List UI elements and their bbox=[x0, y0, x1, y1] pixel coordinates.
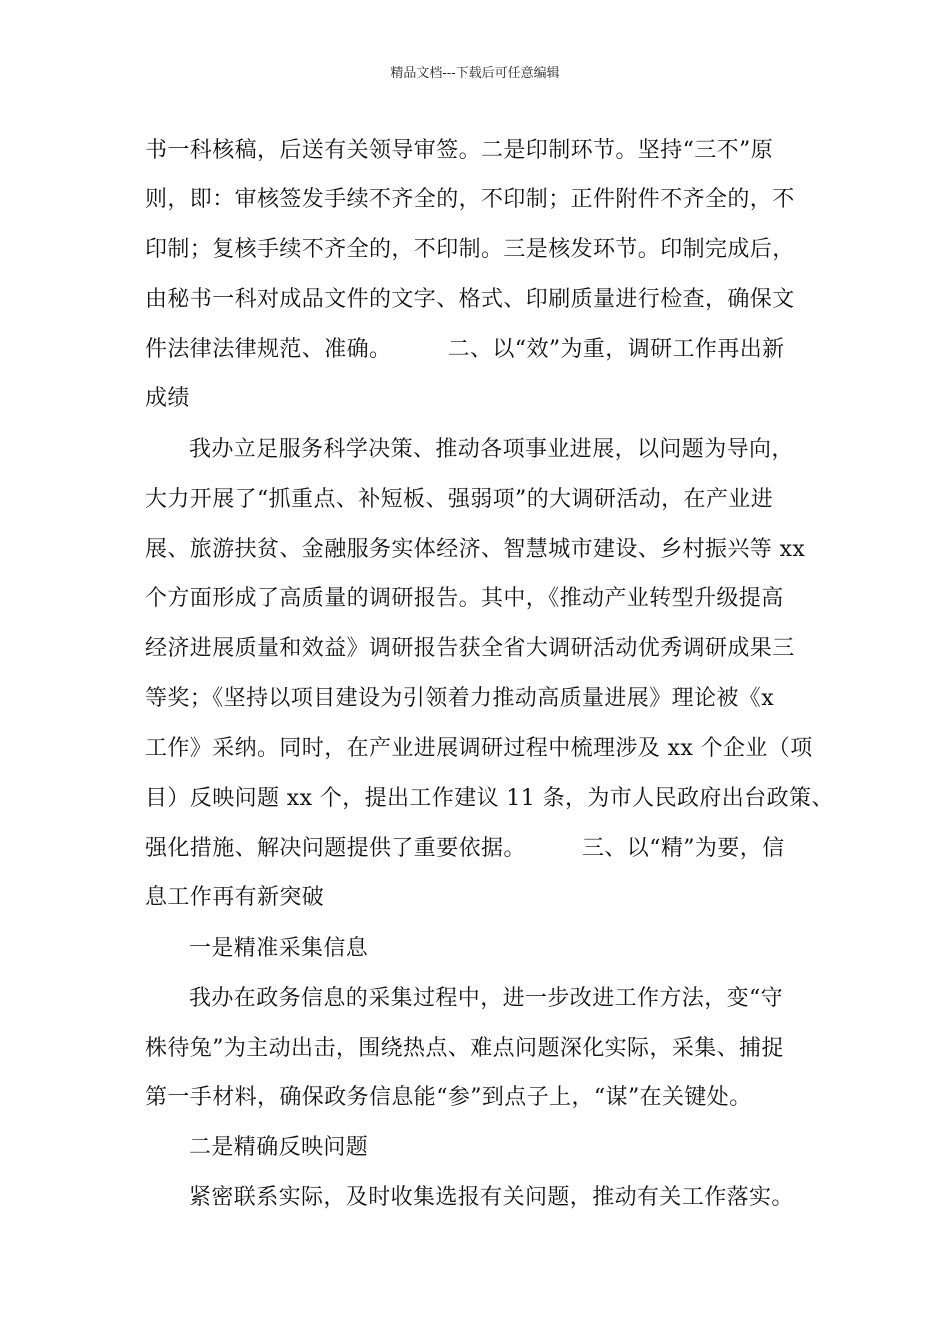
text-line: 目）反映问题 xx 个，提出工作建议 11 条，为市人民政府出台政策、 bbox=[145, 786, 834, 811]
paragraph-first-line: 我办在政务信息的采集过程中，进一步改进工作方法，变“守 bbox=[189, 986, 784, 1011]
section-subheading: 二是精确反映问题 bbox=[189, 1135, 369, 1160]
text-line: 株待兔”为主动出击，围绕热点、难点问题深化实际，采集、捕捉 bbox=[145, 1036, 784, 1061]
text-line: 等奖；《坚持以项目建设为引领着力推动高质量进展》理论被《x bbox=[145, 686, 775, 711]
text-line: 由秘书一科对成品文件的文字、格式、印刷质量进行检查，确保文 bbox=[145, 287, 795, 312]
text-line: 件法律法律规范、准确。 二、以“效”为重，调研工作再出新 bbox=[145, 337, 785, 362]
text-line: 强化措施、解决问题提供了重要依据。 三、以“精”为要，信 bbox=[145, 836, 785, 861]
text-line: 经济进展质量和效益》调研报告获全省大调研活动优秀调研成果三 bbox=[145, 636, 795, 661]
text-line: 大力开展了“抓重点、补短板、强弱项”的大调研活动，在产业进 bbox=[145, 487, 774, 512]
text-line: 成绩 bbox=[145, 386, 190, 411]
text-line: 第一手材料，确保政务信息能“参”到点子上，“谋”在关键处。 bbox=[145, 1085, 752, 1110]
text-line: 个方面形成了高质量的调研报告。其中，《推动产业转型升级提高 bbox=[145, 586, 784, 611]
text-line: 工作》采纳。同时，在产业进展调研过程中梳理涉及 xx 个企业（项 bbox=[145, 736, 813, 761]
text-line: 书一科核稿，后送有关领导审签。二是印制环节。坚持“三不”原 bbox=[145, 138, 774, 163]
text-line: 则，即：审核签发手续不齐全的，不印制；正件附件不齐全的，不 bbox=[145, 187, 795, 212]
page-header: 精品文档---下载后可任意编辑 bbox=[390, 66, 560, 81]
paragraph-first-line: 我办立足服务科学决策、推动各项事业进展，以问题为导向， bbox=[189, 437, 794, 462]
text-line: 印制；复核手续不齐全的，不印制。三是核发环节。印制完成后， bbox=[145, 237, 795, 262]
paragraph-first-line: 紧密联系实际，及时收集选报有关问题，推动有关工作落实。 bbox=[189, 1185, 794, 1210]
text-line: 息工作再有新突破 bbox=[145, 885, 325, 910]
section-subheading: 一是精准采集信息 bbox=[189, 936, 369, 961]
text-line: 展、旅游扶贫、金融服务实体经济、智慧城市建设、乡村振兴等 xx bbox=[145, 537, 806, 562]
